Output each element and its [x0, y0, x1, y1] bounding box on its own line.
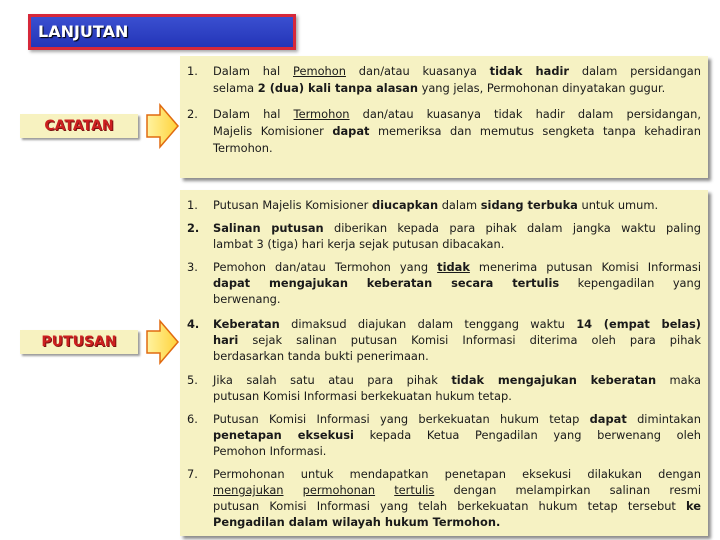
text-segment: Salinan putusan — [213, 221, 324, 235]
item-line — [213, 348, 701, 364]
text-segment: Jika salah satu atau para pihak — [213, 373, 452, 387]
item-number: 5. — [187, 373, 198, 387]
title-banner — [28, 14, 296, 50]
text-segment: 14 (empat belas) — [576, 317, 701, 331]
text-segment: putusan Komisi Informasi yang telah berkekuatan hukum tetap tersebut — [213, 499, 686, 513]
page-title: LANJUTAN — [38, 22, 129, 41]
item-line — [213, 197, 701, 213]
item-line — [213, 466, 701, 482]
item-number: 1. — [187, 198, 198, 212]
text-segment — [375, 483, 394, 497]
text-segment: Majelis Komisioner — [213, 124, 333, 138]
item-line — [213, 140, 701, 156]
text-segment: Dalam hal — [213, 107, 294, 121]
text-segment: hari — [213, 333, 239, 347]
text-segment: Termohon. — [213, 141, 273, 155]
item-line — [213, 316, 701, 332]
text-segment: sidang terbuka — [480, 198, 578, 212]
item-line — [213, 236, 701, 252]
text-segment: dalam persidangan — [569, 64, 701, 78]
catatan-label-box — [20, 114, 138, 138]
text-segment: dan/atau kuasanya tidak hadir dalam persidangan, — [349, 107, 701, 121]
text-segment: tidak — [437, 260, 470, 274]
text-segment: dapat mengajukan keberatan secara tertulis — [213, 276, 560, 290]
text-segment: kepada Ketua Pengadilan yang berwenang oleh — [353, 428, 701, 442]
text-segment: dalam — [438, 198, 481, 212]
text-segment: tidak mengajukan keberatan — [451, 373, 657, 387]
text-segment: Pengadilan dalam wilayah hukum Termohon. — [213, 515, 501, 529]
text-segment: dan/atau kuasanya — [345, 64, 490, 78]
item-number: 1. — [187, 64, 198, 78]
catatan-panel — [180, 56, 708, 178]
text-segment: sejak salinan putusan Komisi Informasi diterima oleh para pihak — [238, 333, 701, 347]
text-segment: ke — [686, 499, 701, 513]
text-segment: selama — [213, 81, 258, 95]
text-segment: Pemohon Informasi. — [213, 444, 327, 458]
text-segment: dimaksud diajukan dalam tenggang waktu — [279, 317, 577, 331]
item-line — [213, 80, 701, 96]
text-segment: tidak hadir — [489, 64, 570, 78]
text-segment — [284, 483, 303, 497]
text-segment: dengan melampirkan salinan resmi — [434, 483, 702, 497]
putusan-panel — [180, 190, 708, 536]
text-segment: penetapan eksekusi — [213, 428, 354, 442]
item-number: 2. — [187, 221, 200, 235]
text-segment: Putusan Majelis Komisioner — [213, 198, 372, 212]
text-segment: dimintakan — [626, 412, 701, 426]
item-number: 2. — [187, 107, 198, 121]
text-segment: mengajukan — [213, 483, 284, 497]
text-segment: Termohon — [293, 107, 350, 121]
text-segment: Pemohon — [293, 64, 346, 78]
text-segment: Dalam hal — [213, 64, 293, 78]
item-line — [213, 498, 701, 514]
item-line — [213, 411, 701, 427]
item-line — [213, 443, 701, 459]
item-number: 7. — [187, 467, 198, 481]
text-segment: Putusan Komisi Informasi yang berkekuatan hukum tetap — [213, 412, 590, 426]
text-segment: Permohonan untuk mendapatkan penetapan eksekusi dilakukan dengan — [213, 467, 701, 481]
text-segment: untuk umum. — [577, 198, 659, 212]
item-number: 6. — [187, 412, 198, 426]
text-segment: memeriksa dan memutus sengketa tanpa kehadiran — [369, 124, 701, 138]
text-segment: permohonan — [302, 483, 376, 497]
item-number: 3. — [187, 260, 198, 274]
item-line — [213, 220, 701, 236]
item-line — [213, 427, 701, 443]
item-line — [213, 63, 701, 79]
text-segment: berwenang. — [213, 292, 281, 306]
text-segment: lambat 3 (tiga) hari kerja sejak putusan dibacakan. — [213, 237, 505, 251]
text-segment: yang jelas, Permohonan dinyatakan gugur. — [417, 81, 666, 95]
item-line — [213, 123, 701, 139]
text-segment: menerima putusan Komisi Informasi — [469, 260, 701, 274]
text-segment: dapat — [332, 124, 370, 138]
text-segment: putusan Komisi Informasi berkekuatan hukum tetap. — [213, 389, 512, 403]
text-segment: tertulis — [394, 483, 435, 497]
text-segment: berdasarkan tanda bukti penerimaan. — [213, 349, 429, 363]
catatan-arrow-icon — [146, 103, 180, 149]
item-line — [213, 275, 701, 291]
text-segment: maka — [656, 373, 702, 387]
putusan-arrow-icon — [146, 319, 180, 365]
item-line — [213, 514, 701, 530]
putusan-label-box — [20, 330, 138, 354]
text-segment: dapat — [589, 412, 627, 426]
text-segment: diberikan kepada para pihak dalam jangka waktu paling — [323, 221, 701, 235]
text-segment: Keberatan — [213, 317, 280, 331]
item-line — [213, 388, 701, 404]
item-line — [213, 482, 701, 498]
catatan-label: CATATAN — [44, 118, 114, 134]
item-line — [213, 259, 701, 275]
text-segment: kepengadilan yang — [559, 276, 701, 290]
item-line — [213, 106, 701, 122]
putusan-label: PUTUSAN — [41, 334, 117, 350]
text-segment: diucapkan — [371, 198, 439, 212]
text-segment: Pemohon dan/atau Termohon yang — [213, 260, 438, 274]
item-number: 4. — [187, 317, 200, 331]
text-segment: 2 (dua) kali tanpa alasan — [257, 81, 418, 95]
item-line — [213, 291, 701, 307]
item-line — [213, 332, 701, 348]
item-line — [213, 372, 701, 388]
